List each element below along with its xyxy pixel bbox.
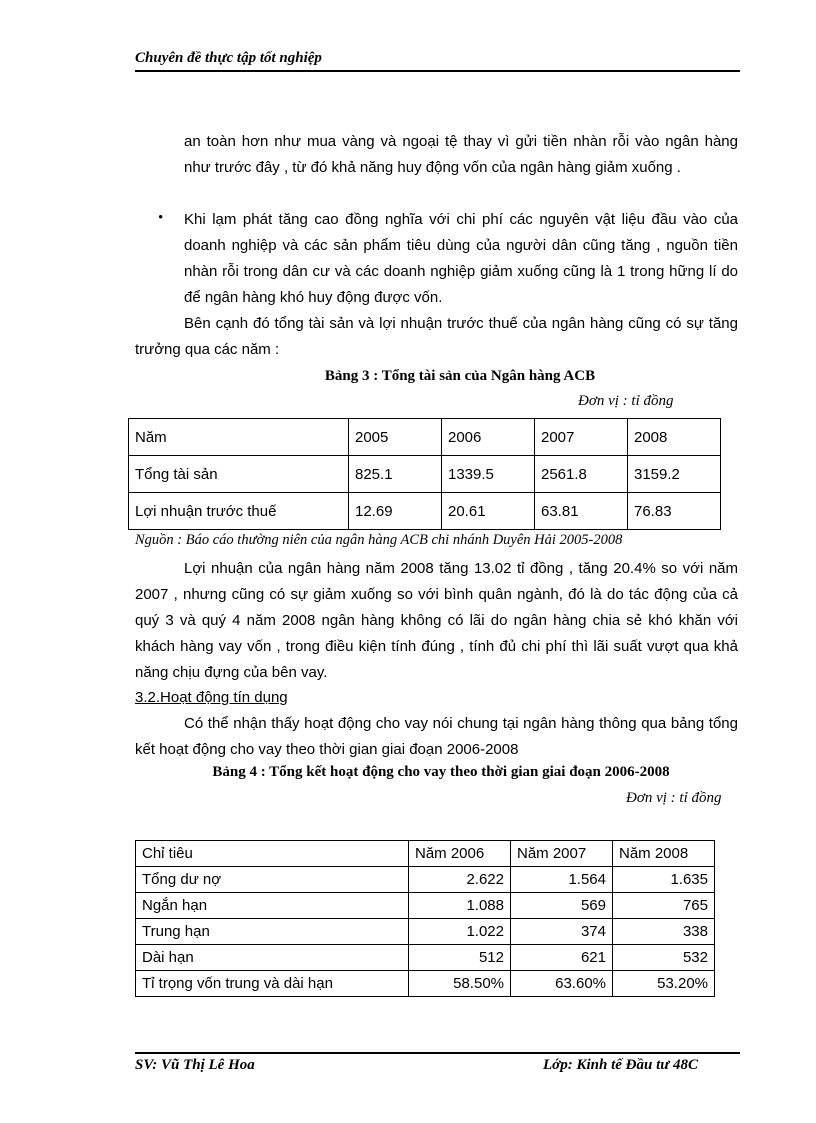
table-cell: 2007 [535, 419, 628, 456]
table-cell: 2008 [628, 419, 721, 456]
table-cell: Tổng tài sản [129, 456, 349, 493]
table-cell: Tỉ trọng vốn trung và dài hạn [136, 971, 409, 997]
table-row [136, 867, 715, 893]
table-cell: Tổng dư nợ [136, 867, 409, 893]
bullet-paragraph: Khi lạm phát tăng cao đồng nghĩa với chi phí các nguyên vật liệu đầu vào của doanh nghiệp và các sản phẩm tiêu dùng của người dân cũng tăng , nguồn tiền nhàn rỗi trong dân cư và các doanh nghiệp giảm xuống cũng là 1 trong hững lí do để ngân hàng khó huy động được vốn. [184, 211, 738, 306]
table-row [136, 919, 715, 945]
table-cell: 338 [613, 919, 715, 945]
table-cell: 2561.8 [535, 456, 628, 493]
table-cell: 1.564 [511, 867, 613, 893]
table-cell: 569 [511, 893, 613, 919]
table-cell: 765 [613, 893, 715, 919]
section-heading: 3.2.Hoạt động tín dụng [135, 689, 288, 706]
table-cell: 63.81 [535, 493, 628, 530]
paragraph-continuation: an toàn hơn như mua vàng và ngoại tệ thay vì gửi tiền nhàn rỗi vào ngân hàng như trước đây , từ đó khả năng huy động vốn của ngân hàng giảm xuống . [184, 133, 738, 176]
table-cell: 2.622 [409, 867, 511, 893]
table-cell: 621 [511, 945, 613, 971]
paragraph-profit: Lợi nhuận của ngân hàng năm 2008 tăng 13.02 tỉ đồng , tăng 20.4% so với năm 2007 , nhưng cũng có sự giảm xuống so với bình quân ngành, đó là do tác động của cả quý 3 và quý 4 năm 2008 ngân hàng không có lãi do ngân hàng chia sẻ khó khăn với khách hàng vay vốn , trong điều kiện tính đúng , tính đủ chi phí thì lãi suất vượt qua khả năng chịu đựng của bên vay. [135, 560, 738, 681]
table-cell: 1.088 [409, 893, 511, 919]
table-cell: 63.60% [511, 971, 613, 997]
table3-caption: Bảng 3 : Tổng tài sản của Ngân hàng ACB [324, 368, 596, 384]
footer-class: Lớp: Kinh tế Đầu tư 48C [543, 1057, 698, 1073]
table-cell: 3159.2 [628, 456, 721, 493]
table-cell: Năm [129, 419, 349, 456]
table-row [136, 893, 715, 919]
table-cell: Ngắn hạn [136, 893, 409, 919]
table-cell: 374 [511, 919, 613, 945]
table-cell: Chỉ tiêu [136, 841, 409, 867]
table-row [129, 419, 721, 456]
table-cell: Dài hạn [136, 945, 409, 971]
table-cell: Lợi nhuận trước thuế [129, 493, 349, 530]
table-cell: Trung hạn [136, 919, 409, 945]
table4-caption: Bảng 4 : Tổng kết hoạt động cho vay theo thời gian giai đoạn 2006-2008 [212, 764, 670, 780]
table-cell: 1.022 [409, 919, 511, 945]
table-cell: 2005 [349, 419, 442, 456]
table-cell: 2006 [442, 419, 535, 456]
table-cell: 53.20% [613, 971, 715, 997]
footer-rule [135, 1052, 740, 1054]
table-cell: 76.83 [628, 493, 721, 530]
bullet-icon: • [158, 210, 164, 226]
table-cell: 1339.5 [442, 456, 535, 493]
table-cell: 1.635 [613, 867, 715, 893]
table-row [136, 971, 715, 997]
table4 [135, 840, 715, 997]
header-title: Chuyên đề thực tập tốt nghiệp [135, 50, 322, 66]
table3-source: Nguồn : Báo cáo thường niên của ngân hàng ACB chi nhánh Duyên Hải 2005-2008 [135, 532, 623, 548]
paragraph-assets-intro: Bên cạnh đó tổng tài sản và lợi nhuận trước thuế của ngân hàng cũng có sự tăng trưởng qua các năm : [135, 315, 738, 358]
table3-unit: Đơn vị : tỉ đồng [578, 393, 674, 409]
table-row [129, 456, 721, 493]
table-cell: 58.50% [409, 971, 511, 997]
header-rule [135, 70, 740, 72]
table-cell: 825.1 [349, 456, 442, 493]
table-row [136, 841, 715, 867]
table-cell: Năm 2008 [613, 841, 715, 867]
table4-unit: Đơn vị : tỉ đồng [626, 790, 722, 806]
table-cell: Năm 2007 [511, 841, 613, 867]
table-cell: 20.61 [442, 493, 535, 530]
table-row [129, 493, 721, 530]
table-cell: Năm 2006 [409, 841, 511, 867]
paragraph-lending-intro: Có thể nhận thấy hoạt động cho vay nói chung tại ngân hàng thông qua bảng tổng kết hoạt động cho vay theo thời gian giai đoạn 2006-2008 [135, 715, 738, 758]
footer-student: SV: Vũ Thị Lê Hoa [135, 1057, 255, 1073]
table-cell: 512 [409, 945, 511, 971]
table-cell: 12.69 [349, 493, 442, 530]
table-row [136, 945, 715, 971]
table3 [128, 418, 721, 530]
table-cell: 532 [613, 945, 715, 971]
